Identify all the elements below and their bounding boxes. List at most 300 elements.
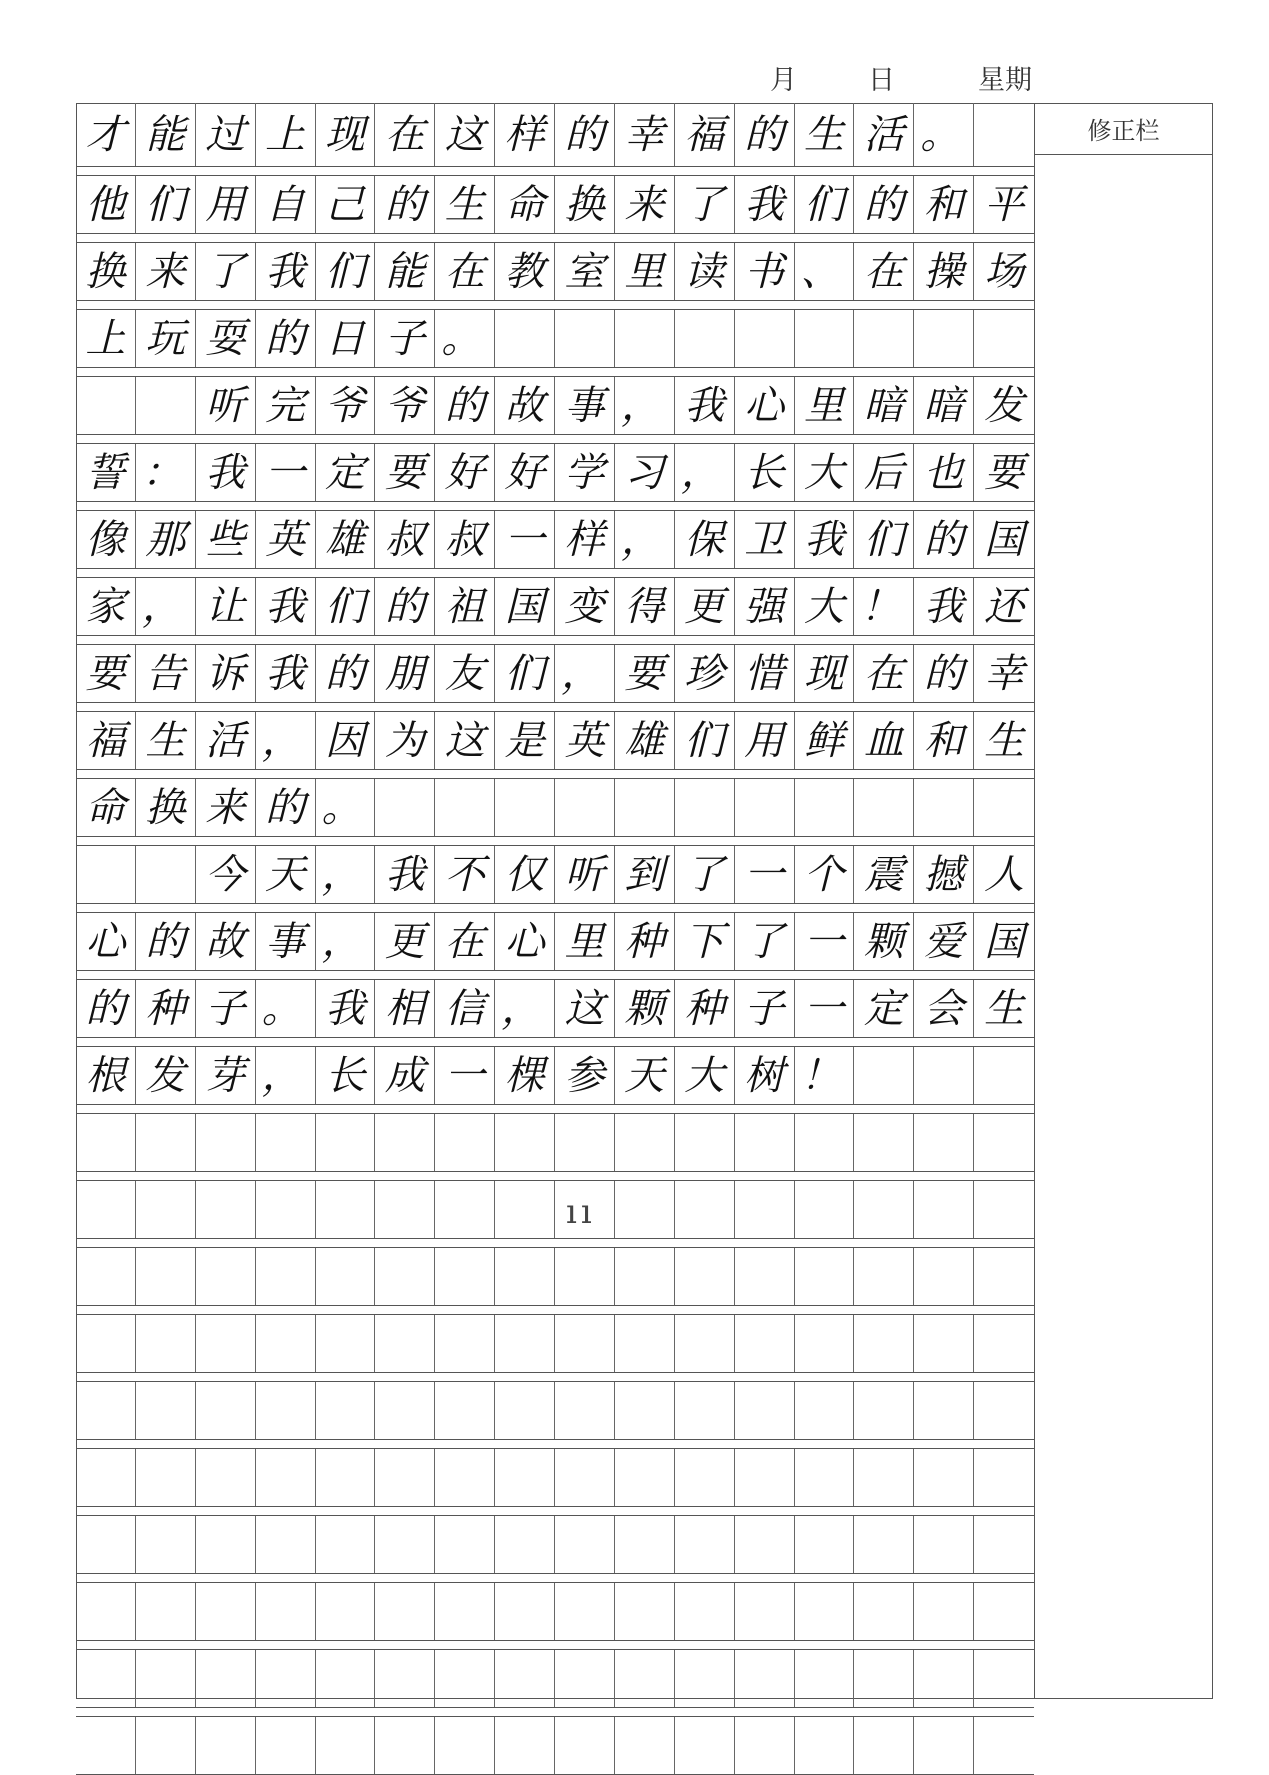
grid-cell	[615, 310, 675, 367]
grid-cell	[555, 1114, 615, 1171]
grid-cell	[76, 846, 136, 903]
grid-cell	[495, 310, 555, 367]
grid-cell	[795, 1583, 855, 1640]
grid-cell	[735, 1449, 795, 1506]
grid-cell: 暗	[914, 377, 974, 434]
grid-cell: 平	[984, 181, 1025, 228]
grid-cell: 里	[615, 243, 675, 300]
grid-cell: 颗	[615, 980, 675, 1037]
grid-row	[76, 377, 1034, 435]
grid-cell	[914, 779, 974, 836]
grid-cell: 事	[555, 377, 615, 434]
grid-cell: 长	[316, 1047, 376, 1104]
grid-cell	[854, 1315, 914, 1372]
grid-row	[76, 712, 1034, 770]
grid-cell: 的	[256, 310, 316, 367]
grid-cell: 上	[76, 310, 136, 367]
grid-cell	[795, 1382, 855, 1439]
grid-cell	[735, 1583, 795, 1640]
grid-cell	[136, 1181, 196, 1238]
grid-cell: 这	[435, 103, 495, 166]
grid-cell: 天	[256, 846, 316, 903]
row-gap	[76, 1708, 1034, 1717]
grid-row	[76, 444, 1034, 502]
grid-cell	[555, 1583, 615, 1640]
date-header	[0, 58, 1269, 98]
grid-cell: 场	[984, 248, 1025, 295]
row-gap	[76, 1373, 1034, 1382]
grid-cell	[675, 310, 735, 367]
grid-cell: 在	[375, 103, 435, 166]
grid-cell: 在	[854, 645, 914, 702]
grid-cell	[435, 779, 495, 836]
grid-cell	[495, 1449, 555, 1506]
grid-cell: 能	[375, 243, 435, 300]
grid-row	[76, 913, 1034, 971]
grid-row	[76, 176, 1034, 234]
grid-cell: 的	[555, 103, 615, 166]
grid-cell: 棵	[495, 1047, 555, 1104]
grid-cell: 大	[795, 578, 855, 635]
grid-cell: 雄	[316, 511, 376, 568]
grid-cell	[375, 1583, 435, 1640]
grid-cell: 生	[984, 985, 1025, 1032]
grid-cell	[615, 779, 675, 836]
grid-cell	[76, 1449, 136, 1506]
grid-cell: 天	[615, 1047, 675, 1104]
grid-cell: 的	[914, 511, 974, 568]
row-gap	[76, 904, 1034, 913]
grid-cell	[615, 1449, 675, 1506]
grid-cell: 活	[196, 712, 256, 769]
grid-cell: 心	[735, 377, 795, 434]
grid-cell: 。	[316, 779, 376, 836]
grid-cell: 要	[984, 449, 1025, 496]
grid-cell: 雄	[615, 712, 675, 769]
grid-cell: 样	[555, 511, 615, 568]
row-gap	[76, 167, 1034, 176]
grid-cell: 震	[854, 846, 914, 903]
grid-cell: 故	[495, 377, 555, 434]
grid-cell: 故	[196, 913, 256, 970]
grid-cell	[316, 1583, 376, 1640]
grid-cell: 这	[435, 712, 495, 769]
grid-cell: 血	[854, 712, 914, 769]
grid-cell: 的	[76, 980, 136, 1037]
grid-cell	[256, 1583, 316, 1640]
grid-cell: 发	[984, 382, 1025, 429]
row-gap	[76, 1172, 1034, 1181]
grid-cell: 惜	[735, 645, 795, 702]
grid-row	[76, 846, 1034, 904]
grid-row	[76, 645, 1034, 703]
grid-cell: 发	[136, 1047, 196, 1104]
grid-cell: 我	[735, 176, 795, 233]
grid-cell	[316, 1181, 376, 1238]
grid-cell: 定	[854, 980, 914, 1037]
grid-cell	[914, 1717, 974, 1774]
grid-cell	[555, 310, 615, 367]
grid-row	[76, 103, 1034, 167]
grid-cell: 一	[435, 1047, 495, 1104]
grid-cell	[795, 1114, 855, 1171]
grid-cell	[435, 1382, 495, 1439]
grid-row	[76, 1449, 1034, 1507]
writing-grid	[76, 103, 1034, 1775]
grid-cell: 让	[196, 578, 256, 635]
grid-cell: 友	[435, 645, 495, 702]
grid-cell: 人	[984, 851, 1025, 898]
grid-cell	[615, 1516, 675, 1573]
grid-cell	[854, 1047, 914, 1104]
grid-cell: 的	[375, 578, 435, 635]
grid-cell: 个	[795, 846, 855, 903]
grid-row	[76, 1114, 1034, 1172]
grid-row	[76, 1583, 1034, 1641]
grid-cell	[615, 1583, 675, 1640]
grid-cell	[735, 779, 795, 836]
grid-cell: 了	[675, 176, 735, 233]
grid-cell	[675, 1181, 735, 1238]
grid-cell: 好	[495, 444, 555, 501]
grid-cell	[914, 1516, 974, 1573]
grid-cell: 我	[256, 645, 316, 702]
grid-cell: 信	[435, 980, 495, 1037]
correction-column-title: 修正栏	[1034, 103, 1213, 155]
grid-cell: 像	[76, 511, 136, 568]
row-gap	[76, 1239, 1034, 1248]
grid-cell	[615, 1717, 675, 1774]
grid-cell: 教	[495, 243, 555, 300]
grid-row	[76, 1516, 1034, 1574]
grid-cell	[136, 1315, 196, 1372]
grid-cell: 一	[795, 980, 855, 1037]
grid-cell: 用	[735, 712, 795, 769]
grid-cell: 仅	[495, 846, 555, 903]
grid-cell: 里	[555, 913, 615, 970]
grid-cell: 告	[136, 645, 196, 702]
grid-cell	[795, 779, 855, 836]
grid-cell: 里	[795, 377, 855, 434]
grid-cell	[375, 1449, 435, 1506]
grid-row	[76, 578, 1034, 636]
grid-row	[76, 1248, 1034, 1306]
grid-cell	[795, 1717, 855, 1774]
grid-cell	[735, 1114, 795, 1171]
grid-cell	[435, 1315, 495, 1372]
grid-cell: 不	[435, 846, 495, 903]
grid-cell	[435, 1583, 495, 1640]
grid-cell	[675, 1315, 735, 1372]
grid-cell: 耍	[196, 310, 256, 367]
grid-cell: 成	[375, 1047, 435, 1104]
grid-cell	[136, 1583, 196, 1640]
grid-cell: 英	[256, 511, 316, 568]
grid-cell	[495, 779, 555, 836]
grid-cell	[256, 1315, 316, 1372]
grid-cell: 生	[795, 103, 855, 166]
grid-cell	[256, 1181, 316, 1238]
grid-cell	[256, 1650, 316, 1707]
grid-cell: ，	[136, 578, 196, 635]
grid-cell: 幸	[984, 650, 1025, 697]
grid-cell: 子	[375, 310, 435, 367]
grid-cell	[316, 1315, 376, 1372]
grid-cell: 。	[256, 980, 316, 1037]
grid-cell: 了	[196, 243, 256, 300]
grid-cell	[974, 1583, 1034, 1640]
grid-cell: 心	[495, 913, 555, 970]
grid-cell	[795, 310, 855, 367]
grid-cell: 爱	[914, 913, 974, 970]
grid-cell: 是	[495, 712, 555, 769]
grid-cell: 玩	[136, 310, 196, 367]
grid-cell	[854, 1114, 914, 1171]
grid-cell: 誓	[76, 444, 136, 501]
grid-cell: 家	[76, 578, 136, 635]
grid-cell	[615, 1114, 675, 1171]
grid-cell	[316, 1516, 376, 1573]
grid-cell: 习	[615, 444, 675, 501]
grid-cell: 心	[76, 913, 136, 970]
grid-cell: 为	[375, 712, 435, 769]
grid-cell: 福	[76, 712, 136, 769]
grid-cell	[435, 1717, 495, 1774]
grid-cell: 在	[854, 243, 914, 300]
grid-cell	[555, 1516, 615, 1573]
grid-row	[76, 243, 1034, 301]
grid-cell: 幸	[615, 103, 675, 166]
grid-cell	[196, 1516, 256, 1573]
grid-cell: 室	[555, 243, 615, 300]
grid-cell	[615, 1382, 675, 1439]
grid-cell	[136, 1248, 196, 1305]
grid-cell	[735, 1382, 795, 1439]
grid-cell	[974, 1114, 1034, 1171]
row-gap	[76, 636, 1034, 645]
grid-cell: 我	[196, 444, 256, 501]
grid-cell	[256, 1382, 316, 1439]
grid-cell	[76, 1717, 136, 1774]
row-gap	[76, 703, 1034, 712]
row-gap	[76, 1105, 1034, 1114]
grid-cell: 更	[375, 913, 435, 970]
grid-cell: 上	[256, 103, 316, 166]
grid-cell: ！	[854, 578, 914, 635]
grid-cell: 爷	[316, 377, 376, 434]
grid-cell	[316, 1114, 376, 1171]
grid-cell: 现	[795, 645, 855, 702]
grid-cell: ，	[675, 444, 735, 501]
grid-cell	[854, 1516, 914, 1573]
grid-cell: ，	[615, 511, 675, 568]
grid-cell	[795, 1449, 855, 1506]
grid-cell: ，	[316, 846, 376, 903]
grid-cell	[854, 1650, 914, 1707]
grid-cell	[136, 1717, 196, 1774]
grid-cell: 的	[914, 645, 974, 702]
grid-cell: 在	[435, 913, 495, 970]
row-gap	[76, 971, 1034, 980]
grid-cell: 也	[914, 444, 974, 501]
grid-cell: 撼	[914, 846, 974, 903]
grid-row	[76, 1717, 1034, 1775]
grid-cell: 自	[256, 176, 316, 233]
grid-cell	[316, 1449, 376, 1506]
grid-cell	[375, 779, 435, 836]
row-gap	[76, 1038, 1034, 1047]
grid-cell: 命	[76, 779, 136, 836]
grid-cell	[974, 103, 1034, 166]
grid-cell: 我	[375, 846, 435, 903]
grid-cell	[256, 1717, 316, 1774]
grid-cell	[196, 1181, 256, 1238]
grid-cell	[854, 1717, 914, 1774]
grid-cell	[555, 1449, 615, 1506]
grid-cell: 过	[196, 103, 256, 166]
grid-cell: 要	[615, 645, 675, 702]
grid-cell: 事	[256, 913, 316, 970]
grid-cell	[435, 1516, 495, 1573]
grid-cell	[615, 1181, 675, 1238]
grid-row	[76, 1315, 1034, 1373]
grid-cell	[375, 1650, 435, 1707]
grid-cell	[76, 1114, 136, 1171]
grid-cell: 一	[795, 913, 855, 970]
grid-cell	[256, 1114, 316, 1171]
grid-cell	[196, 1114, 256, 1171]
grid-cell: 种	[675, 980, 735, 1037]
grid-cell	[974, 1181, 1034, 1238]
grid-cell	[675, 1516, 735, 1573]
grid-cell	[675, 1650, 735, 1707]
grid-cell: 卫	[735, 511, 795, 568]
grid-cell	[854, 1583, 914, 1640]
grid-cell: 一	[495, 511, 555, 568]
grid-cell: 在	[435, 243, 495, 300]
grid-cell	[675, 1248, 735, 1305]
grid-cell	[316, 1650, 376, 1707]
grid-cell: 的	[735, 103, 795, 166]
grid-cell	[615, 1248, 675, 1305]
row-gap	[76, 569, 1034, 578]
grid-cell: 我	[914, 578, 974, 635]
grid-cell: 好	[435, 444, 495, 501]
correction-column	[1034, 103, 1213, 1699]
row-gap	[76, 770, 1034, 779]
grid-cell	[974, 1248, 1034, 1305]
grid-cell	[615, 1650, 675, 1707]
grid-cell	[76, 1248, 136, 1305]
grid-cell: 国	[495, 578, 555, 635]
grid-cell: 叔	[375, 511, 435, 568]
grid-cell: 保	[675, 511, 735, 568]
grid-cell: 和	[914, 176, 974, 233]
grid-cell: 种	[615, 913, 675, 970]
grid-cell: 的	[256, 779, 316, 836]
grid-cell	[136, 1516, 196, 1573]
row-gap	[76, 1574, 1034, 1583]
grid-cell: 珍	[675, 645, 735, 702]
grid-cell: 们	[854, 511, 914, 568]
grid-cell	[76, 1382, 136, 1439]
grid-cell: 的	[316, 645, 376, 702]
grid-cell: 叔	[435, 511, 495, 568]
grid-cell: 英	[555, 712, 615, 769]
grid-cell	[495, 1248, 555, 1305]
grid-cell	[375, 1315, 435, 1372]
grid-cell	[136, 846, 196, 903]
grid-cell	[735, 1181, 795, 1238]
grid-cell: 大	[675, 1047, 735, 1104]
grid-cell	[854, 1248, 914, 1305]
grid-cell	[76, 377, 136, 434]
grid-row	[76, 980, 1034, 1038]
grid-cell: 的	[435, 377, 495, 434]
grid-cell	[795, 1181, 855, 1238]
grid-cell	[735, 1315, 795, 1372]
grid-cell	[196, 1650, 256, 1707]
grid-cell: 后	[854, 444, 914, 501]
grid-cell	[375, 1248, 435, 1305]
grid-cell	[196, 1248, 256, 1305]
grid-cell: 要	[375, 444, 435, 501]
grid-cell	[914, 1449, 974, 1506]
grid-cell: 长	[735, 444, 795, 501]
grid-cell: 、	[795, 243, 855, 300]
grid-cell: 国	[984, 918, 1025, 965]
grid-cell: 学	[555, 444, 615, 501]
grid-cell	[555, 1315, 615, 1372]
grid-cell: 来	[615, 176, 675, 233]
grid-cell	[76, 1181, 136, 1238]
grid-cell: 。	[435, 310, 495, 367]
grid-cell	[555, 1650, 615, 1707]
grid-cell: ，	[555, 645, 615, 702]
grid-cell	[316, 1717, 376, 1774]
grid-cell	[316, 1248, 376, 1305]
stray-pencil-mark: ıı	[566, 1192, 596, 1232]
grid-cell: 命	[495, 176, 555, 233]
grid-cell	[974, 1650, 1034, 1707]
grid-cell: 听	[196, 377, 256, 434]
grid-cell: 们	[316, 243, 376, 300]
grid-cell: 现	[316, 103, 376, 166]
grid-cell: 的	[136, 913, 196, 970]
grid-cell	[974, 310, 1034, 367]
grid-cell	[196, 1583, 256, 1640]
grid-cell	[675, 779, 735, 836]
grid-cell: ，	[316, 913, 376, 970]
grid-cell: 诉	[196, 645, 256, 702]
grid-cell	[555, 1717, 615, 1774]
grid-cell	[914, 1181, 974, 1238]
grid-cell	[854, 1382, 914, 1439]
grid-cell: 一	[256, 444, 316, 501]
grid-cell	[854, 1449, 914, 1506]
grid-cell: 大	[795, 444, 855, 501]
grid-cell: 用	[196, 176, 256, 233]
grid-cell	[735, 1717, 795, 1774]
grid-row	[76, 1047, 1034, 1105]
grid-cell	[795, 1650, 855, 1707]
grid-cell: 换	[136, 779, 196, 836]
grid-cell	[555, 1248, 615, 1305]
grid-cell	[435, 1181, 495, 1238]
grid-cell: 子	[196, 980, 256, 1037]
grid-cell	[435, 1248, 495, 1305]
grid-cell: 我	[675, 377, 735, 434]
